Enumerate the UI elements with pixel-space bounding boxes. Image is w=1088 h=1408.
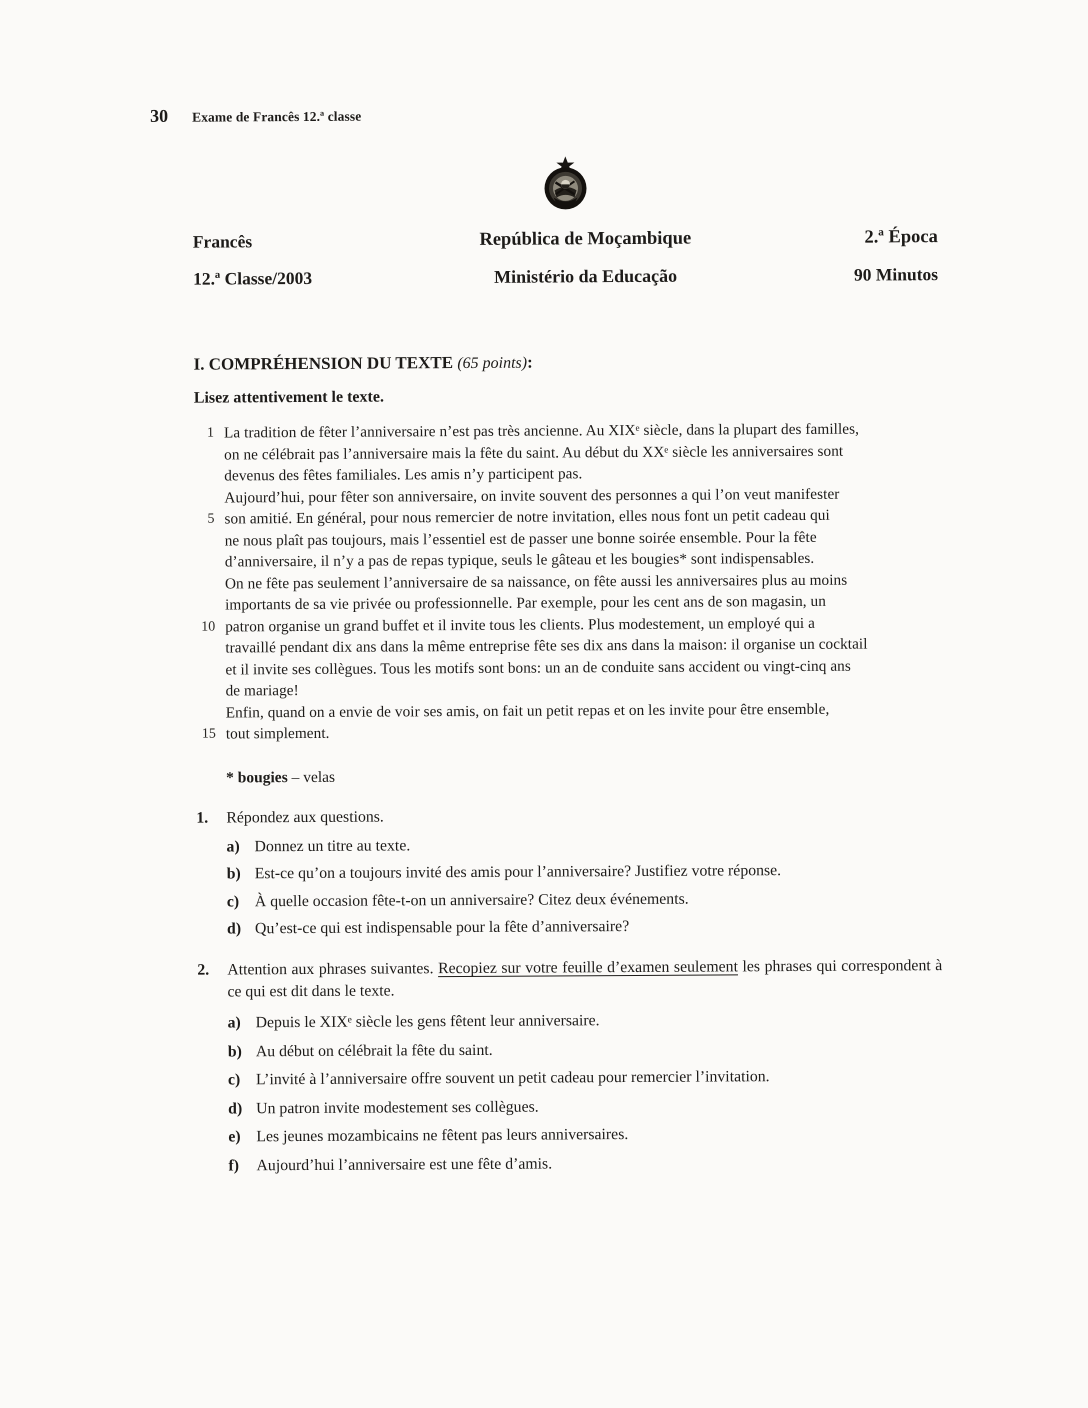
footnote-term: * bougies <box>226 768 288 786</box>
passage-line-text: Aujourd’hui, pour fêter son anniversaire, on invite souvent des personnes a qui l’on veut manifester <box>224 485 840 506</box>
exam-header-right <box>753 219 938 294</box>
running-head <box>150 101 938 127</box>
question-item-text: À quelle occasion fête-t-on un anniversaire? Citez deux événements. <box>254 890 689 910</box>
question-1 <box>196 803 942 940</box>
question-item-letter: d) <box>228 1099 243 1117</box>
running-head-title: Exame de Francês 12.ª classe <box>192 108 362 125</box>
line-number <box>196 702 216 724</box>
line-number <box>196 681 216 703</box>
line-number: 1 <box>206 425 215 441</box>
question-item-text: Les jeunes mozambicains ne fêtent pas leurs anniversaires. <box>256 1126 629 1146</box>
section-title <box>194 350 939 375</box>
passage-line-text: Enfin, quand on a envie de voir ses amis, on fait un petit repas et on les invite pour être ensemble, <box>225 700 830 721</box>
class-year-label: 12.ª Classe/2003 <box>193 267 313 289</box>
passage-line <box>196 698 941 724</box>
question-2-items <box>198 1008 944 1176</box>
question-item-letter: a) <box>226 837 240 855</box>
passage-line <box>194 440 939 466</box>
question-1-items <box>196 832 942 940</box>
question-item <box>228 1151 943 1176</box>
passage-line <box>196 719 941 745</box>
passage-line-text: ne nous plaît pas toujours, mais l’essentiel est de passer une bonne soirée ensemble. Pour la fête <box>224 528 817 549</box>
question-1-intro: Répondez aux questions. <box>226 808 384 826</box>
question-2-number: 2. <box>197 961 210 979</box>
question-1-number: 1. <box>196 809 209 827</box>
passage-line <box>195 569 940 595</box>
footnote <box>196 765 941 788</box>
question-item <box>228 1037 943 1062</box>
exam-header-center <box>418 220 753 296</box>
passage-line-text: La tradition de fêter l’anniversaire n’est pas très ancienne. Au XIXᵉ siècle, dans la plupart des familles, <box>223 420 859 442</box>
line-number <box>195 573 215 595</box>
line-number <box>195 552 215 574</box>
line-number <box>195 659 215 681</box>
question-item <box>227 914 942 939</box>
passage-line-text: on ne célébrait pas l’anniversaire mais la fête du saint. Au début du XXᵉ siècle les anniversaires sont <box>224 442 844 463</box>
passage-line-text: travaillé pendant dix ans dans la même entreprise fête ses dix ans dans la maison: il organise un cocktail <box>225 635 868 657</box>
question-item-letter: e) <box>228 1128 241 1146</box>
line-number <box>195 638 215 660</box>
passage-line-text: On ne fête pas seulement l’anniversaire de sa naissance, on fête aussi les anniversaires plus au moins <box>224 571 848 592</box>
question-item-letter: a) <box>227 1014 241 1032</box>
line-number: 15 <box>201 726 216 742</box>
country-label: República de Moçambique <box>479 228 692 250</box>
passage-line-text: devenus des fêtes familiales. Les amis n’y participent pas. <box>224 465 583 485</box>
reading-passage <box>194 418 941 745</box>
ministry-label: Ministério da Educação <box>493 265 678 287</box>
question-2-intro <box>227 955 942 1003</box>
question-2 <box>197 955 943 1176</box>
epoch-label: 2.ª Época <box>864 227 938 248</box>
line-number <box>194 444 214 466</box>
exam-header-left <box>193 222 418 297</box>
question-item-text: Au début on célébrait la fête du saint. <box>255 1041 493 1060</box>
question-1-head <box>196 803 941 830</box>
line-number: 10 <box>201 619 216 635</box>
subject-label: Francês <box>192 231 253 252</box>
question-2-head <box>197 955 942 1004</box>
question-item-letter: c) <box>226 892 240 910</box>
question-item <box>226 832 941 857</box>
mozambique-coat-of-arms-icon <box>537 154 593 219</box>
passage-line-text: de mariage! <box>225 682 299 700</box>
line-number <box>194 487 214 509</box>
duration-label: 90 Minutos <box>853 264 939 285</box>
question-2-intro-post: les phrases qui correspondent à ce qui est dit dans le texte. <box>227 957 943 1001</box>
passage-line <box>195 655 940 681</box>
question-2-intro-underlined: Recopiez sur votre feuille d’examen seulement <box>437 958 738 978</box>
passage-line-text: importants de sa vie privée ou professionnelle. Par exemple, pour les cent ans de son magasin, un <box>225 592 826 614</box>
question-item-text: Un patron invite modestement ses collègues. <box>256 1098 539 1117</box>
question-item <box>227 887 942 912</box>
page-number: 30 <box>150 105 169 126</box>
line-number <box>194 466 214 488</box>
passage-line <box>194 504 939 530</box>
section-points: (65 points) <box>457 354 528 373</box>
question-item-text: Donnez un titre au texte. <box>254 836 411 855</box>
line-number <box>195 530 215 552</box>
question-item <box>228 1094 943 1119</box>
passage-line-text: d’anniversaire, il n’y a pas de repas typique, seuls le gâteau et les bougies* sont indispensables. <box>224 549 815 571</box>
question-item-letter: b) <box>227 1042 242 1060</box>
question-item-text: Qu’est-ce qui est indispensable pour la fête d’anniversaire? <box>254 918 630 938</box>
question-2-intro-pre: Attention aux phrases suivantes. <box>227 960 439 979</box>
section-colon: : <box>527 352 533 372</box>
passage-line-text: et il invite ses collègues. Tous les motifs sont bons: un an de conduite sans accident ou vingt-cinq ans <box>225 657 851 678</box>
question-item-letter: b) <box>226 865 241 883</box>
question-item-text: Aujourd’hui l’anniversaire est une fête d’amis. <box>256 1154 553 1174</box>
question-item <box>227 859 942 884</box>
question-item-letter: d) <box>226 920 242 938</box>
reading-instruction: Lisez attentivement le texte. <box>193 388 384 407</box>
passage-line-text: son amitié. En général, pour nous remercier de notre invitation, elles nous font un petit cadeau qui <box>224 506 830 528</box>
question-item-text: L’invité à l’anniversaire offre souvent un petit cadeau pour remercier l’invitation. <box>255 1068 770 1089</box>
passage-line-text: patron organise un grand buffet et il invite tous les clients. Plus modestement, un employé qui a <box>225 614 815 635</box>
section-title-text: I. COMPRÉHENSION DU TEXTE <box>193 353 458 374</box>
question-item-letter: f) <box>228 1156 240 1174</box>
exam-header <box>193 219 938 298</box>
question-item <box>228 1122 943 1147</box>
line-number: 5 <box>207 511 215 527</box>
question-item <box>228 1065 943 1090</box>
passage-line-text: tout simplement. <box>225 724 330 743</box>
question-item <box>228 1008 943 1033</box>
question-item-text: Depuis le XIXᵉ siècle les gens fêtent leur anniversaire. <box>255 1012 600 1032</box>
footnote-translation: – velas <box>287 768 336 786</box>
page-content <box>192 152 943 1176</box>
question-item-text: Est-ce qu’on a toujours invité des amis pour l’anniversaire? Justifiez votre réponse. <box>254 862 782 883</box>
line-number <box>195 595 215 617</box>
question-item-letter: c) <box>227 1071 241 1089</box>
